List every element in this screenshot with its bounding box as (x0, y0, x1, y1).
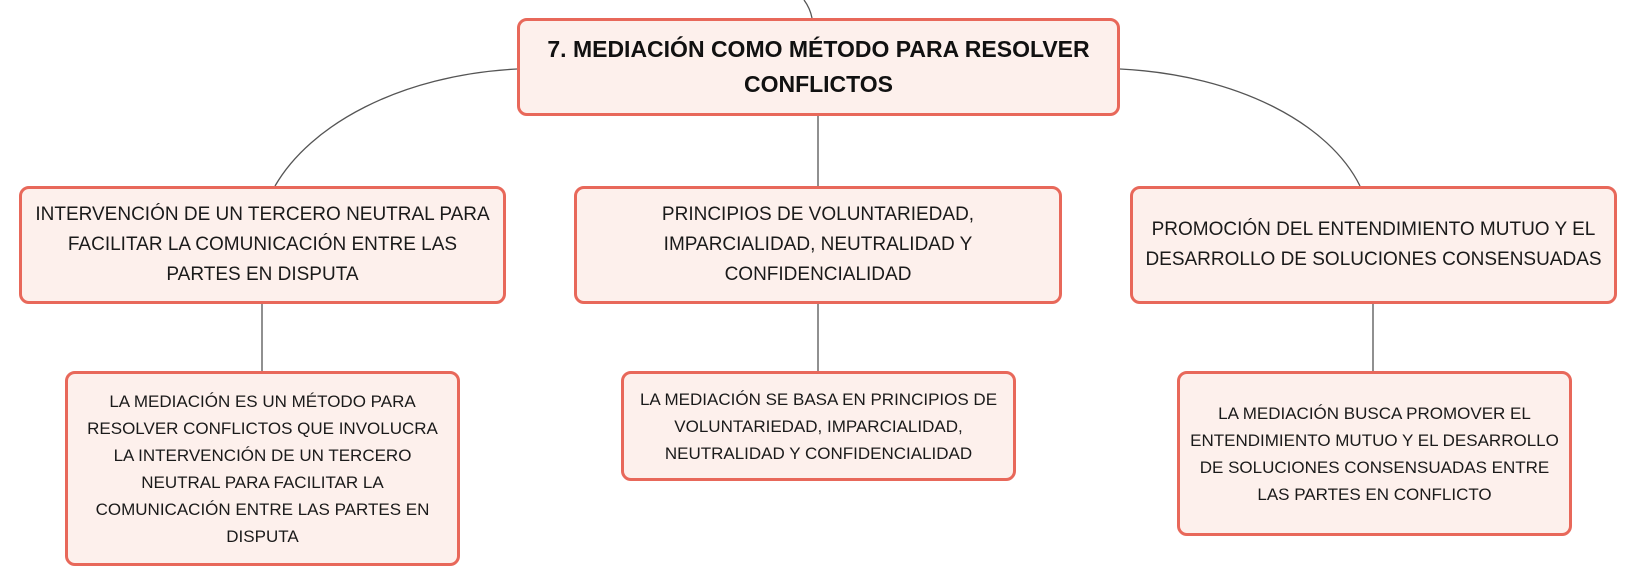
detail-node-principios[interactable] (621, 371, 1016, 481)
detail-node-label: LA MEDIACIÓN SE BASA EN PRINCIPIOS DE VOLUNTARIEDAD, IMPARCIALIDAD, NEUTRALIDAD Y CONFIDENCIALIDAD (639, 389, 998, 463)
connector-root-to-branch-3 (1120, 69, 1360, 186)
detail-node-label: LA MEDIACIÓN BUSCA PROMOVER EL ENTENDIMIENTO MUTUO Y EL DESARROLLO DE SOLUCIONES CONSENSUADAS ENTRE LAS PARTES EN CONFLICTO (1190, 403, 1559, 504)
branch-node-principios[interactable] (574, 186, 1062, 304)
detail-node-label: LA MEDIACIÓN ES UN MÉTODO PARA RESOLVER CONFLICTOS QUE INVOLUCRA LA INTERVENCIÓN DE UN TERCERO NEUTRAL PARA FACILITAR LA COMUNICACIÓN ENTRE LAS PARTES EN DISPUTA (87, 391, 438, 546)
root-node-label: 7. MEDIACIÓN COMO MÉTODO PARA RESOLVER CONFLICTOS (547, 36, 1090, 97)
detail-node-entendimiento-mutuo[interactable] (1177, 371, 1572, 536)
branch-node-entendimiento-mutuo[interactable] (1130, 186, 1617, 304)
branch-node-label: INTERVENCIÓN DE UN TERCERO NEUTRAL PARA FACILITAR LA COMUNICACIÓN ENTRE LAS PARTES EN DISPUTA (35, 204, 490, 285)
root-node[interactable] (517, 18, 1120, 116)
branch-node-label: PROMOCIÓN DEL ENTENDIMIENTO MUTUO Y EL DESARROLLO DE SOLUCIONES CONSENSUADAS (1145, 219, 1602, 270)
branch-node-tercero-neutral[interactable] (19, 186, 506, 304)
branch-node-label: PRINCIPIOS DE VOLUNTARIEDAD, IMPARCIALIDAD, NEUTRALIDAD Y CONFIDENCIALIDAD (661, 204, 975, 285)
connector-parent-to-root (804, 0, 812, 18)
connector-root-to-branch-1 (275, 69, 517, 186)
detail-node-tercero-neutral[interactable] (65, 371, 460, 566)
